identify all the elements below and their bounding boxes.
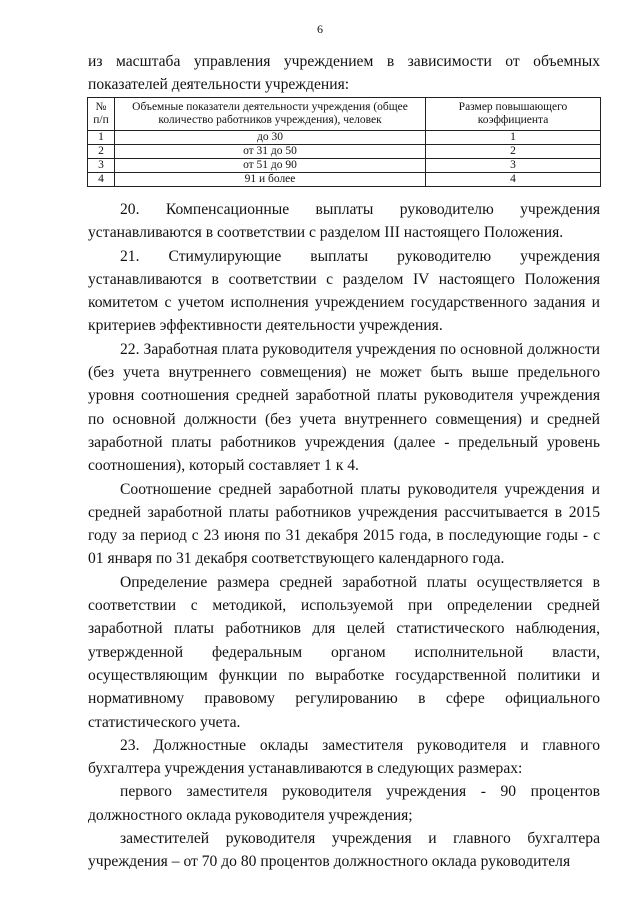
paragraph-ratio-calculation: Соотношение средней заработной платы руководителя учреждения и средней заработной платы работников учреждения рассчитывается в 2015 году за период с 23 июня по 31 декабря 2015 года, в последующие годы - с 01 января по 31 декабря соответствующего календарного года. xyxy=(88,480,600,568)
cell-number: 2 xyxy=(88,145,115,159)
cell-range: от 51 до 90 xyxy=(115,159,426,173)
cell-number: 4 xyxy=(88,173,115,187)
paragraph-20: 20. Компенсационные выплаты руководителю учреждения устанавливаются в соответствии с разделом III настоящего Положения. xyxy=(88,201,600,242)
paragraph-deputies-accountant: заместителей руководителя учреждения и главного бухгалтера учреждения – от 70 до 80 процентов должностного оклада руководителя xyxy=(88,830,600,871)
table-header-row xyxy=(88,98,601,131)
cell-coefficient: 2 xyxy=(426,145,601,159)
header-number: № п/п xyxy=(88,98,115,131)
cell-range: 91 и более xyxy=(115,173,426,187)
coefficient-table xyxy=(87,97,601,187)
paragraph-21: 21. Стимулирующие выплаты руководителю учреждения устанавливаются в соответствии с разделом IV настоящего Положения комитетом с учетом исполнения учреждением государственного задания и критериев эффективности деятельности учреждения. xyxy=(88,247,600,335)
paragraph-first-deputy: первого заместителя руководителя учреждения - 90 процентов должностного оклада руководителя учреждения; xyxy=(88,783,600,824)
cell-coefficient: 3 xyxy=(426,159,601,173)
cell-coefficient: 1 xyxy=(426,131,601,145)
header-coefficient: Размер повышающего коэффициента xyxy=(426,98,601,131)
table-row xyxy=(88,173,601,187)
cell-coefficient: 4 xyxy=(426,173,601,187)
intro-paragraph: из масштаба управления учреждением в зависимости от объемных показателей деятельности учреждения: xyxy=(88,53,600,94)
table-row xyxy=(88,145,601,159)
table-row xyxy=(88,131,601,145)
table-row xyxy=(88,159,601,173)
cell-number: 1 xyxy=(88,131,115,145)
cell-range: от 31 до 50 xyxy=(115,145,426,159)
header-indicators: Объемные показатели деятельности учреждения (общее количество работников учреждения), человек xyxy=(115,98,426,131)
cell-number: 3 xyxy=(88,159,115,173)
document-body xyxy=(88,198,600,874)
page-number: 6 xyxy=(317,22,323,36)
paragraph-22: 22. Заработная плата руководителя учреждения по основной должности (без учета внутреннего совмещения) не может быть выше предельного уровня соотношения средней заработной платы руководителя учреждения по основной должности (без учета внутреннего совмещения) и средней заработной платы работников учреждения (далее - предельный уровень соотношения), который составляет 1 к 4. xyxy=(88,340,600,475)
paragraph-salary-methodology: Определение размера средней заработной платы осуществляется в соответствии с методикой, используемой при определении средней заработной платы работников для целей статистического наблюдения, утвержденной федеральным органом исполнительной власти, осуществляющим функции по выработке государственной политики и нормативному правовому регулированию в сфере официального статистического учета. xyxy=(88,573,600,731)
paragraph-23: 23. Должностные оклады заместителя руководителя и главного бухгалтера учреждения устанавливаются в следующих размерах: xyxy=(88,736,600,778)
cell-range: до 30 xyxy=(115,131,426,145)
